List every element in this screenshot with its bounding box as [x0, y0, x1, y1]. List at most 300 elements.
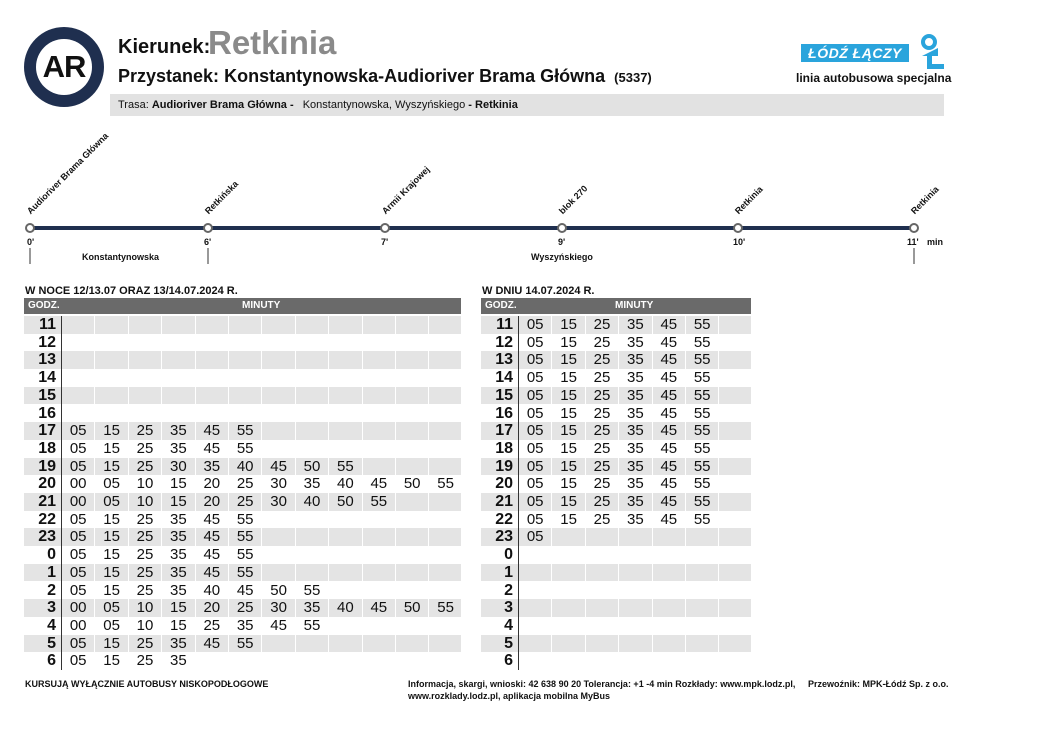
minute-cell: 15: [95, 511, 128, 529]
minute-cell: [519, 546, 552, 564]
hour-cell: 6: [47, 652, 56, 670]
table-row: [481, 617, 751, 635]
minute-cell: [262, 546, 295, 564]
minute-cell: 35: [619, 511, 652, 529]
minute-cell: [619, 652, 652, 670]
table-title: W NOCE 12/13.07 ORAZ 13/14.07.2024 R.: [25, 285, 238, 297]
table-row: [24, 440, 461, 458]
minute-cell: [686, 582, 719, 600]
minute-cell: [296, 405, 329, 423]
route-label: Trasa:: [118, 99, 149, 111]
footer-info-line2: www.rozklady.lodz.pl, aplikacja mobilna MyBus: [408, 691, 611, 701]
table-row: [24, 475, 461, 493]
minute-cell: [686, 635, 719, 653]
line-badge: [24, 27, 104, 107]
table-row: [481, 564, 751, 582]
minute-cell: [296, 440, 329, 458]
minute-cell: 05: [62, 635, 95, 653]
minute-cell: [429, 387, 462, 405]
minute-cell: [429, 369, 462, 387]
timetable-day: [481, 316, 751, 670]
minute-cell: [719, 458, 752, 476]
minute-cell: 15: [95, 582, 128, 600]
minute-cell: [329, 582, 362, 600]
minute-cell: 15: [162, 475, 195, 493]
minute-cell: [396, 458, 429, 476]
minute-cell: [363, 582, 396, 600]
minute-cell: [653, 617, 686, 635]
minute-cell: [552, 635, 585, 653]
table-row: [24, 493, 461, 511]
minute-cell: 30: [162, 458, 195, 476]
hour-cell: 4: [47, 616, 56, 634]
minute-cell: [586, 599, 619, 617]
minute-cell: [363, 511, 396, 529]
minute-cell: 25: [586, 475, 619, 493]
minute-cell: [686, 652, 719, 670]
minute-cell: 45: [653, 316, 686, 334]
route-diagram: [0, 130, 1047, 270]
minute-cell: [329, 387, 362, 405]
minute-cell: [329, 652, 362, 670]
hour-cell: 18: [495, 439, 513, 457]
minute-cell: 55: [686, 440, 719, 458]
minute-cell: 35: [162, 511, 195, 529]
minute-cell: [686, 599, 719, 617]
minute-cell: [196, 334, 229, 352]
minute-cell: 55: [229, 422, 262, 440]
minute-cell: 15: [552, 511, 585, 529]
minute-cell: [329, 564, 362, 582]
minute-cell: [363, 458, 396, 476]
minute-cell: [396, 422, 429, 440]
minute-cell: 15: [95, 546, 128, 564]
route-line-svg: [0, 130, 1047, 270]
table-row: [481, 652, 751, 670]
minute-cell: 45: [653, 334, 686, 352]
minute-cell: 25: [196, 617, 229, 635]
table-row: [481, 405, 751, 423]
minute-cell: [95, 351, 128, 369]
minute-cell: [519, 564, 552, 582]
table-row: [24, 652, 461, 670]
hour-cell: 15: [495, 386, 513, 404]
stop-code: (5337): [614, 70, 652, 85]
stop-marker: [558, 224, 566, 232]
hour-cell: 21: [38, 493, 56, 510]
minute-cell: [95, 369, 128, 387]
minute-cell: [296, 635, 329, 653]
hour-cell: 0: [47, 546, 56, 564]
minute-cell: [719, 582, 752, 600]
minute-cell: 05: [95, 617, 128, 635]
minute-cell: [329, 617, 362, 635]
minute-cell: 45: [653, 422, 686, 440]
minute-cell: [129, 351, 162, 369]
table-row: [481, 422, 751, 440]
stop-marker: [381, 224, 389, 232]
minute-cell: 25: [129, 635, 162, 653]
minute-cell: [62, 387, 95, 405]
hour-cell: 11: [39, 316, 56, 333]
hour-divider: [61, 316, 62, 670]
minute-cell: [329, 405, 362, 423]
table-row: [481, 475, 751, 493]
minute-cell: [262, 652, 295, 670]
minute-cell: 25: [586, 458, 619, 476]
minute-cell: 25: [129, 546, 162, 564]
minute-cell: [95, 405, 128, 423]
minute-cell: [519, 617, 552, 635]
minute-cell: [129, 405, 162, 423]
minute-cell: 45: [363, 599, 396, 617]
minute-cell: [262, 440, 295, 458]
minute-cell: 25: [586, 405, 619, 423]
minute-cell: [62, 369, 95, 387]
minute-cell: 40: [196, 582, 229, 600]
minute-cell: 55: [429, 475, 462, 493]
minute-cell: [329, 528, 362, 546]
table-row: [24, 528, 461, 546]
minute-cell: 15: [162, 493, 195, 511]
minute-cell: [619, 617, 652, 635]
hour-cell: 11: [496, 316, 513, 333]
street-name: Wyszyńskiego: [531, 252, 593, 262]
minute-cell: 45: [196, 546, 229, 564]
stop-time: 6': [204, 237, 212, 247]
minute-cell: [196, 351, 229, 369]
minute-cell: [196, 652, 229, 670]
minute-cell: [129, 387, 162, 405]
minute-cell: [429, 458, 462, 476]
minute-cell: 35: [619, 493, 652, 511]
minute-cell: 45: [196, 422, 229, 440]
minute-cell: 45: [363, 475, 396, 493]
minute-cell: [363, 440, 396, 458]
minute-cell: 35: [296, 599, 329, 617]
minute-cell: 15: [162, 617, 195, 635]
minute-cell: [62, 316, 95, 334]
hour-cell: 18: [38, 439, 56, 457]
minute-cell: [262, 635, 295, 653]
table-row: [481, 511, 751, 529]
minute-cell: [329, 369, 362, 387]
minute-cell: 45: [196, 511, 229, 529]
minute-cell: 10: [129, 475, 162, 493]
street-name: Konstantynowska: [82, 252, 160, 262]
minute-cell: 45: [653, 493, 686, 511]
minute-cell: 35: [619, 334, 652, 352]
minute-cell: [719, 351, 752, 369]
minute-cell: 55: [686, 369, 719, 387]
minute-cell: 55: [429, 599, 462, 617]
minute-cell: [719, 422, 752, 440]
minute-cell: 25: [586, 440, 619, 458]
minute-cell: 55: [229, 564, 262, 582]
hour-cell: 16: [38, 404, 56, 422]
minute-cell: [229, 316, 262, 334]
minute-cell: [719, 334, 752, 352]
minute-cell: 25: [229, 493, 262, 511]
minute-cell: 15: [552, 316, 585, 334]
table-row: [481, 635, 751, 653]
minute-cell: [396, 493, 429, 511]
minute-cell: [429, 422, 462, 440]
minute-cell: [296, 511, 329, 529]
minute-cell: [429, 511, 462, 529]
minute-cell: 35: [162, 635, 195, 653]
minute-cell: [653, 635, 686, 653]
hour-cell: 14: [38, 369, 56, 387]
direction-value: Retkinia: [208, 24, 337, 61]
minute-cell: [719, 316, 752, 334]
minute-cell: 25: [129, 652, 162, 670]
minute-cell: [329, 334, 362, 352]
minute-cell: [196, 316, 229, 334]
minute-cell: 15: [95, 440, 128, 458]
minute-cell: 05: [519, 493, 552, 511]
minute-cell: 45: [196, 528, 229, 546]
stop-name-label: blok 270: [556, 183, 590, 216]
minute-cell: [229, 405, 262, 423]
minute-cell: 55: [686, 493, 719, 511]
minute-cell: 15: [95, 564, 128, 582]
minute-cell: [296, 334, 329, 352]
minute-cell: 05: [519, 405, 552, 423]
minute-cell: [396, 440, 429, 458]
minute-cell: [429, 334, 462, 352]
minute-cell: [363, 334, 396, 352]
minute-cell: 05: [519, 475, 552, 493]
minute-cell: [429, 316, 462, 334]
minute-cell: 55: [229, 546, 262, 564]
minute-cell: [552, 617, 585, 635]
minute-cell: 40: [329, 599, 362, 617]
minute-cell: 10: [129, 599, 162, 617]
minute-cell: 55: [229, 528, 262, 546]
hour-cell: 4: [504, 616, 513, 634]
minute-cell: 50: [296, 458, 329, 476]
minute-cell: [296, 546, 329, 564]
minute-cell: 45: [653, 440, 686, 458]
minute-cell: 55: [329, 458, 362, 476]
minute-cell: 15: [552, 458, 585, 476]
hour-divider: [518, 316, 519, 670]
minute-cell: 55: [686, 511, 719, 529]
table-row: [24, 387, 461, 405]
minute-cell: 15: [95, 635, 128, 653]
minute-cell: [396, 351, 429, 369]
table-row: [481, 440, 751, 458]
stop-row: [118, 66, 652, 87]
minute-cell: [62, 351, 95, 369]
minute-cell: 20: [196, 475, 229, 493]
minute-cell: 15: [95, 652, 128, 670]
minute-cell: 35: [196, 458, 229, 476]
minute-cell: 05: [62, 582, 95, 600]
minute-cell: [329, 440, 362, 458]
minute-cell: 55: [686, 351, 719, 369]
minute-cell: [162, 369, 195, 387]
table-row: [481, 334, 751, 352]
hour-cell: 17: [495, 422, 513, 440]
minute-cell: [363, 564, 396, 582]
minute-cell: [719, 546, 752, 564]
direction-label: Kierunek:: [118, 36, 211, 58]
minute-cell: 05: [519, 528, 552, 546]
table-row: [24, 546, 461, 564]
minute-cell: [196, 387, 229, 405]
minute-cell: 05: [95, 599, 128, 617]
minute-cell: [653, 528, 686, 546]
minute-cell: [62, 334, 95, 352]
table-row: [24, 316, 461, 334]
minute-cell: [586, 564, 619, 582]
minute-cell: 55: [686, 422, 719, 440]
stop-marker: [26, 224, 34, 232]
minute-cell: [619, 528, 652, 546]
minute-cell: 35: [619, 316, 652, 334]
minute-cell: 45: [653, 351, 686, 369]
minute-cell: 05: [62, 458, 95, 476]
minute-cell: [296, 369, 329, 387]
minutes-header: MINUTY: [242, 300, 281, 311]
minute-cell: 50: [396, 475, 429, 493]
minute-cell: [429, 564, 462, 582]
table-row: [24, 511, 461, 529]
minute-cell: [719, 369, 752, 387]
minute-cell: [162, 351, 195, 369]
minute-cell: [619, 635, 652, 653]
minute-cell: [329, 511, 362, 529]
minute-cell: 05: [519, 458, 552, 476]
hour-cell: 3: [47, 599, 56, 617]
minute-cell: 25: [129, 458, 162, 476]
timetable-night: [24, 316, 461, 670]
minute-cell: 00: [62, 493, 95, 511]
minute-cell: 35: [162, 422, 195, 440]
hour-cell: 3: [504, 599, 513, 617]
table-row: [481, 546, 751, 564]
minute-cell: 25: [586, 387, 619, 405]
hour-cell: 2: [47, 581, 56, 599]
hour-cell: 20: [38, 475, 56, 493]
minute-cell: [552, 652, 585, 670]
minute-cell: [196, 405, 229, 423]
table-row: [481, 458, 751, 476]
table-title: W DNIU 14.07.2024 R.: [482, 285, 595, 297]
stop-marker: [734, 224, 742, 232]
minute-cell: [552, 528, 585, 546]
minute-cell: 15: [95, 458, 128, 476]
stop-name-label: Retkinia: [908, 184, 941, 216]
minute-cell: 15: [552, 440, 585, 458]
minute-cell: 00: [62, 599, 95, 617]
minute-cell: 25: [129, 582, 162, 600]
minute-cell: 40: [329, 475, 362, 493]
hour-cell: 14: [495, 369, 513, 387]
minute-cell: 35: [162, 528, 195, 546]
minute-cell: [129, 316, 162, 334]
minute-cell: 05: [519, 422, 552, 440]
hour-cell: 5: [504, 634, 513, 652]
minute-cell: 25: [129, 564, 162, 582]
minute-cell: 40: [296, 493, 329, 511]
table-row: [24, 334, 461, 352]
minute-cell: 15: [552, 493, 585, 511]
table-row: [24, 599, 461, 617]
minute-cell: [95, 387, 128, 405]
minute-cell: 25: [229, 599, 262, 617]
minute-cell: 25: [129, 511, 162, 529]
minute-cell: 00: [62, 617, 95, 635]
minute-cell: [719, 652, 752, 670]
hour-cell: 12: [38, 333, 56, 351]
minutes-unit: min: [927, 237, 944, 247]
minute-cell: [162, 387, 195, 405]
minute-cell: 40: [229, 458, 262, 476]
line-number: AR: [36, 39, 92, 95]
minute-cell: [296, 564, 329, 582]
minute-cell: 45: [196, 635, 229, 653]
minute-cell: 15: [552, 422, 585, 440]
minute-cell: 55: [686, 458, 719, 476]
minute-cell: [552, 564, 585, 582]
minute-cell: 35: [619, 458, 652, 476]
minute-cell: 25: [586, 351, 619, 369]
route-bar: [110, 94, 944, 116]
minute-cell: 55: [686, 316, 719, 334]
minute-cell: 25: [586, 316, 619, 334]
minute-cell: [686, 546, 719, 564]
minute-cell: 45: [229, 582, 262, 600]
minute-cell: [363, 369, 396, 387]
minute-cell: 35: [162, 440, 195, 458]
minute-cell: [262, 422, 295, 440]
minute-cell: 45: [653, 369, 686, 387]
table-row: [24, 351, 461, 369]
hour-cell: 21: [495, 493, 513, 510]
hour-cell: 1: [504, 563, 513, 581]
minute-cell: 05: [62, 422, 95, 440]
minute-cell: 05: [519, 369, 552, 387]
minute-cell: [296, 422, 329, 440]
minute-cell: [262, 528, 295, 546]
footer-carrier: Przewoźnik: MPK-Łódź Sp. z o.o.: [808, 679, 949, 689]
minute-cell: [552, 599, 585, 617]
stop-marker: [910, 224, 918, 232]
footer-info-line1: Informacja, skargi, wnioski: 42 638 90 20 Tolerancja: +1 -4 min Rozkłady: www.mpk.lodz.pl,: [408, 679, 796, 689]
minute-cell: [129, 369, 162, 387]
minute-cell: 35: [619, 369, 652, 387]
minute-cell: 45: [653, 511, 686, 529]
minute-cell: 45: [262, 617, 295, 635]
minute-cell: [262, 564, 295, 582]
minute-cell: [363, 422, 396, 440]
hour-cell: 1: [47, 563, 56, 581]
minute-cell: [162, 405, 195, 423]
minute-cell: [296, 528, 329, 546]
hour-cell: 6: [504, 652, 513, 670]
minute-cell: [329, 316, 362, 334]
minutes-header: MINUTY: [615, 300, 654, 311]
hour-cell: 16: [495, 404, 513, 422]
minute-cell: [396, 405, 429, 423]
minute-cell: [396, 617, 429, 635]
minute-cell: 25: [129, 528, 162, 546]
minute-cell: [363, 617, 396, 635]
table-row: [24, 369, 461, 387]
